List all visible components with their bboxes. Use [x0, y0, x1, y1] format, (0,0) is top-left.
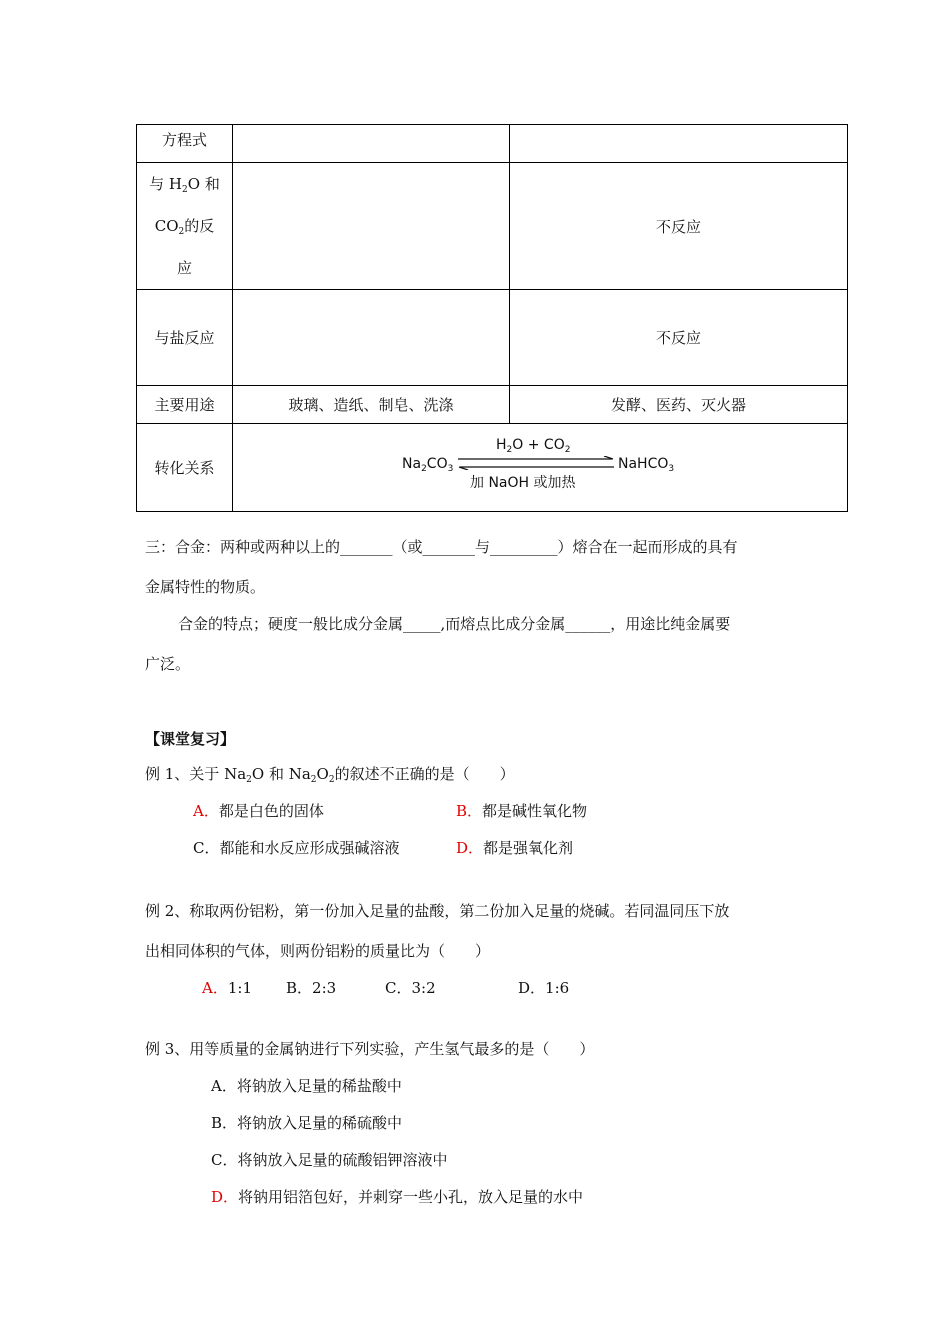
table-row [137, 125, 848, 163]
table-cell: 发酵、医药、灭火器 [510, 386, 848, 424]
row-label: 与盐反应 [137, 290, 233, 386]
section-heading: 【课堂复习】 [145, 730, 236, 748]
sodium-bicarbonate: NaHCO$_3$ [618, 455, 675, 474]
alloy-definition-cont: 金属特性的物质。 [145, 578, 266, 596]
properties-table [136, 124, 848, 512]
table-cell: 玻璃、造纸、制皂、洗涤 [233, 386, 510, 424]
example-3-option-a: A．将钠放入足量的稀盐酸中 [211, 1077, 402, 1095]
example-2-question-cont: 出相同体积的气体，则两份铝粉的质量比为（ ） [145, 942, 491, 960]
alloy-features: 合金的特点；硬度一般比成分金属_____,而熔点比成分金属______，用途比纯金属要 [178, 615, 731, 633]
reverse-condition: 加 NaOH 或加热 [470, 474, 576, 491]
sodium-carbonate: $Na_2CO_3$ [402, 455, 454, 474]
table-cell [233, 163, 510, 290]
forward-condition: $H_2O + CO_2$ [496, 436, 571, 455]
example-1-option-b: B．都是碱性氧化物 [456, 802, 588, 820]
example-3-option-c: C．将钠放入足量的硫酸铝钾溶液中 [211, 1151, 448, 1169]
example-2-option-a: A．1:1 [202, 979, 252, 997]
example-1-option-d: D．都是强氧化剂 [456, 839, 574, 857]
example-2-option-c: C．3:2 [385, 979, 436, 997]
example-2-question: 例 2、称取两份铝粉，第一份加入足量的盐酸，第二份加入足量的烧碱。若同温同压下放 [145, 902, 730, 920]
table-row [137, 386, 848, 424]
example-1-question: 例 1、关于 $Na_2O$ 和 $Na_2O_2$的叙述不正确的是（ ） [145, 765, 515, 785]
table-cell [510, 125, 848, 163]
table-cell: 不反应 [510, 163, 848, 290]
row-label: 主要用途 [137, 386, 233, 424]
example-2-option-d: D．1:6 [518, 979, 570, 997]
alloy-definition: 三：合金：两种或两种以上的_______（或_______与_________）熔合在一起而形成的具有 [145, 538, 738, 556]
example-3-question: 例 3、用等质量的金属钠进行下列实验，产生氢气最多的是（ ） [145, 1040, 595, 1058]
example-2-option-b: B．2:3 [286, 979, 337, 997]
example-3-option-b: B．将钠放入足量的稀硫酸中 [211, 1114, 403, 1132]
row-label: 与 $H_2O$ 和 $CO_2$的反 应 [137, 163, 233, 290]
alloy-features-cont: 广泛。 [145, 655, 191, 673]
example-3-option-d: D．将钠用铝箔包好，并刺穿一些小孔，放入足量的水中 [211, 1188, 584, 1206]
table-cell [233, 125, 510, 163]
row-label: 转化关系 [137, 424, 233, 512]
example-1-option-a: A．都是白色的固体 [193, 802, 324, 820]
example-1-option-c: C．都能和水反应形成强碱溶液 [193, 839, 400, 857]
conversion-cell [233, 424, 848, 512]
table-row [137, 163, 848, 290]
table-cell [233, 290, 510, 386]
table-row [137, 424, 848, 512]
table-row [137, 290, 848, 386]
table-cell: 不反应 [510, 290, 848, 386]
conversion-formula [400, 436, 680, 496]
reversible-arrow [456, 456, 616, 470]
row-label: 方程式 [137, 125, 233, 163]
